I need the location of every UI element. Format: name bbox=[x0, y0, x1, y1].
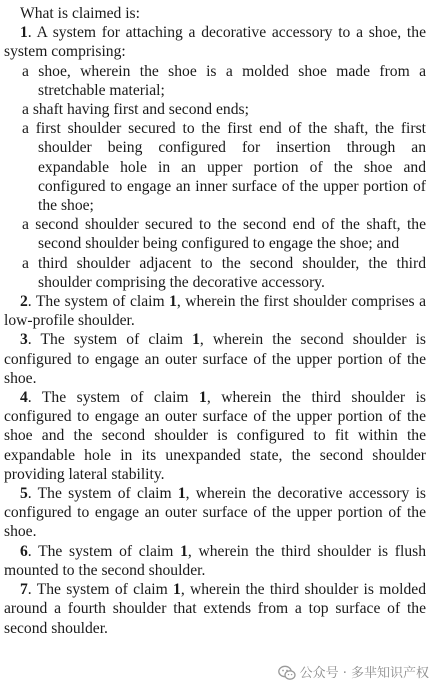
claim-number: 7 bbox=[20, 581, 28, 599]
claim-1-element: a third shoulder adjacent to the second shoulder, the third shoulder comprising the decorative accessory. bbox=[22, 254, 426, 291]
claim-prefix: . The system of claim bbox=[27, 581, 174, 599]
claim-prefix: . The system of claim bbox=[27, 331, 193, 349]
claim-prefix: . The system of claim bbox=[27, 293, 170, 311]
claim-5 bbox=[4, 484, 426, 542]
claim-reference: 1 bbox=[169, 293, 177, 311]
claims-document bbox=[4, 4, 426, 638]
claim-text: , wherein the third shoulder is flush mounted to the second shoulder. bbox=[4, 542, 426, 579]
claim-number: 6 bbox=[20, 542, 28, 560]
claim-6 bbox=[4, 542, 426, 580]
claim-4 bbox=[4, 388, 426, 484]
claim-2 bbox=[4, 292, 426, 330]
wechat-watermark bbox=[276, 663, 431, 684]
claim-1-element: a shoe, wherein the shoe is a molded shoe made from a stretchable material; bbox=[22, 62, 426, 99]
claim-reference: 1 bbox=[177, 485, 186, 503]
claim-text: , wherein the second shoulder is configured to engage an outer surface of the upper portion of the shoe. bbox=[4, 331, 426, 387]
claim-reference: 1 bbox=[192, 331, 200, 349]
claim-reference: 1 bbox=[180, 542, 188, 560]
claim-number: 3 bbox=[20, 331, 28, 349]
claim-text: , wherein the decorative accessory is configured to engage an outer surface of the upper portion of the shoe. bbox=[4, 485, 426, 541]
claim-reference: 1 bbox=[199, 389, 207, 407]
claim-text: , wherein the third shoulder is configured to engage an outer surface of the upper portion of the shoe and the second shoulder is configured to fit within the expandable hole in its unexpanded state, the second shoulder providing lateral stability. bbox=[4, 389, 426, 483]
claim-number: 2 bbox=[20, 293, 28, 311]
claim-7 bbox=[4, 580, 426, 638]
claims-heading: What is claimed is: bbox=[20, 5, 140, 22]
watermark-text: 公众号 · 多芈知识产权 bbox=[299, 665, 429, 681]
claim-1 bbox=[4, 23, 426, 61]
claim-1-element: a shaft having first and second ends; bbox=[22, 101, 249, 119]
claim-reference: 1 bbox=[173, 581, 181, 599]
claim-number: 1 bbox=[20, 24, 28, 42]
claim-text: , wherein the first shoulder comprises a low-profile shoulder. bbox=[4, 293, 426, 330]
claim-1-element: a first shoulder secured to the first end of the shaft, the first shoulder being configured for insertion through an expandable hole in an upper portion of the shoe and configured to engage an inner surface of the upper portion of the shoe; bbox=[22, 120, 426, 215]
claim-text: . A system for attaching a decorative accessory to a shoe, the system comprising: bbox=[4, 24, 426, 61]
claim-prefix: . The system of claim bbox=[27, 542, 181, 560]
claim-number: 4 bbox=[20, 389, 28, 407]
claim-3 bbox=[4, 330, 426, 388]
claim-prefix: . The system of claim bbox=[27, 485, 178, 503]
claim-number: 5 bbox=[20, 485, 28, 503]
claim-1-element: a second shoulder secured to the second end of the shaft, the second shoulder being configured to engage the shoe; and bbox=[22, 216, 426, 253]
wechat-icon bbox=[278, 665, 296, 681]
claim-prefix: . The system of claim bbox=[27, 389, 200, 407]
claim-text: , wherein the third shoulder is molded around a fourth shoulder that extends from a top surface of the second shoulder. bbox=[4, 581, 426, 637]
